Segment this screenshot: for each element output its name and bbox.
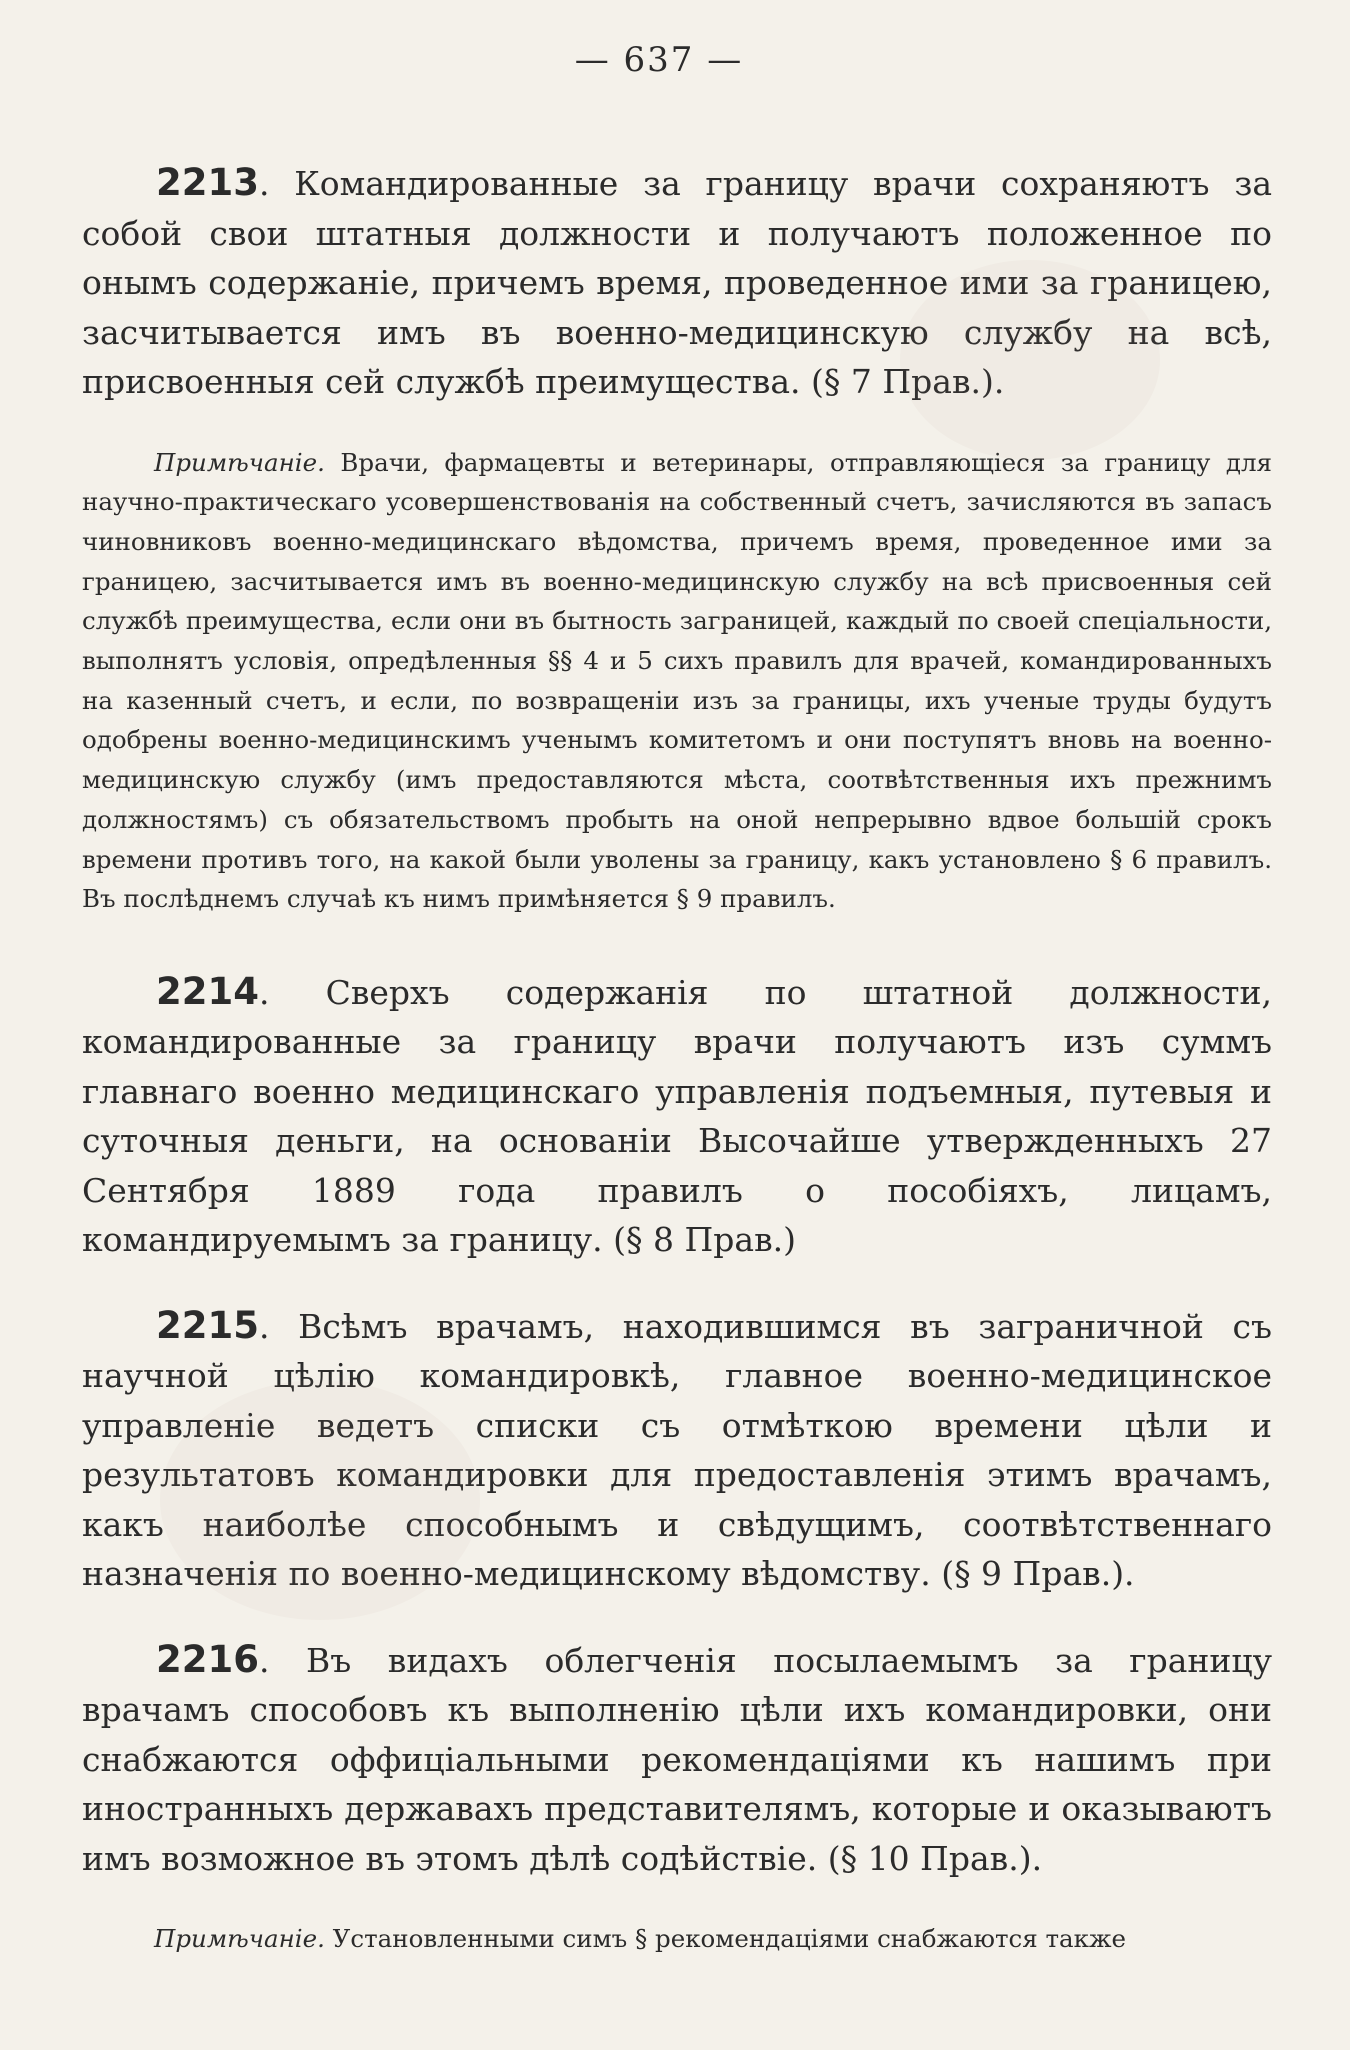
note-text: Установленными симъ § рекомендаціями снабжаются также (324, 1924, 1126, 1954)
article-2214 (82, 967, 1272, 1265)
article-text: . Командированные за границу врачи сохраняютъ за собой свои штатныя должности и получаютъ положенное по онымъ содержаніе, причемъ время, проведенное ими за границею, засчитывается имъ въ военно-медицинскую службу на всѣ, присвоенныя сей службѣ преимущества. (§ 7 Прав.). (82, 164, 1272, 401)
article-text: . Всѣмъ врачамъ, находившимся въ заграничной съ научной цѣлію командировкѣ, главное военно-медицинское управленіе ведетъ списки съ отмѣткою времени цѣли и результатовъ командировки для предоставленія этимъ врачамъ, какъ наиболѣе способнымъ и свѣдущимъ, соотвѣтственнаго назначенія по военно-медицинскому вѣдомству. (§ 9 Прав.). (82, 1306, 1272, 1594)
note-label: Примѣчаніе. (154, 447, 325, 477)
article-number: 2213 (156, 161, 259, 204)
article-2213 (82, 158, 1272, 407)
article-2215 (82, 1301, 1272, 1599)
note-label: Примѣчаніе. (154, 1924, 325, 1954)
note-2213 (82, 443, 1272, 919)
article-number: 2215 (156, 1303, 259, 1347)
article-text: . Сверхъ содержанія по штатной должности, командированные за границу врачи получаютъ изъ суммъ главнаго военно медицинскаго управленія подъемныя, путевыя и суточныя деньги, на основаніи Высочайше утвержденныхъ 27 Сентября 1889 года правилъ о пособіяхъ, лицамъ, командируемымъ за границу. (§ 8 Прав.) (82, 972, 1272, 1260)
page-number: — 637 — (574, 40, 744, 80)
note-text: Врачи, фармацевты и ветеринары, отправляющіеся за границу для научно-практическаго усовершенствованія на собственный счетъ, зачисляются въ запасъ чиновниковъ военно-медицинскаго вѣдомства, причемъ время, проведенное ими за границею, засчитывается имъ въ военно-медицинскую службу на всѣ присвоенныя сей службѣ преимущества, если они въ бытность заграницей, каждый по своей спеціальности, выполнятъ условія, опредѣленныя §§ 4 и 5 сихъ правилъ для врачей, командированныхъ на казенный счетъ, и если, по возвращеніи изъ за границы, ихъ ученые труды будутъ одобрены военно-медицинскимъ ученымъ комитетомъ и они поступятъ вновь на военно-медицинскую службу (имъ предоставляются мѣста, соотвѣтственныя ихъ прежнимъ должностямъ) съ обязательствомъ пробыть на оной непрерывно вдвое большій срокъ времени противъ того, на какой были уволены за границу, какъ установлено § 6 правилъ. Въ послѣднемъ случаѣ къ нимъ примѣняется § 9 правилъ. (82, 447, 1272, 914)
note-2216 (82, 1919, 1272, 1959)
article-text: . Въ видахъ облегченія посылаемымъ за границу врачамъ способовъ къ выполненію цѣли ихъ командировки, они снабжаются оффиціальными рекомендаціями къ нашимъ при иностранныхъ державахъ представителямъ, которые и оказываютъ имъ возможное въ этомъ дѣлѣ содѣйствіе. (§ 10 Прав.). (82, 1640, 1272, 1878)
article-2216 (82, 1635, 1272, 1884)
article-number: 2214 (156, 969, 259, 1013)
article-number: 2216 (156, 1637, 259, 1681)
